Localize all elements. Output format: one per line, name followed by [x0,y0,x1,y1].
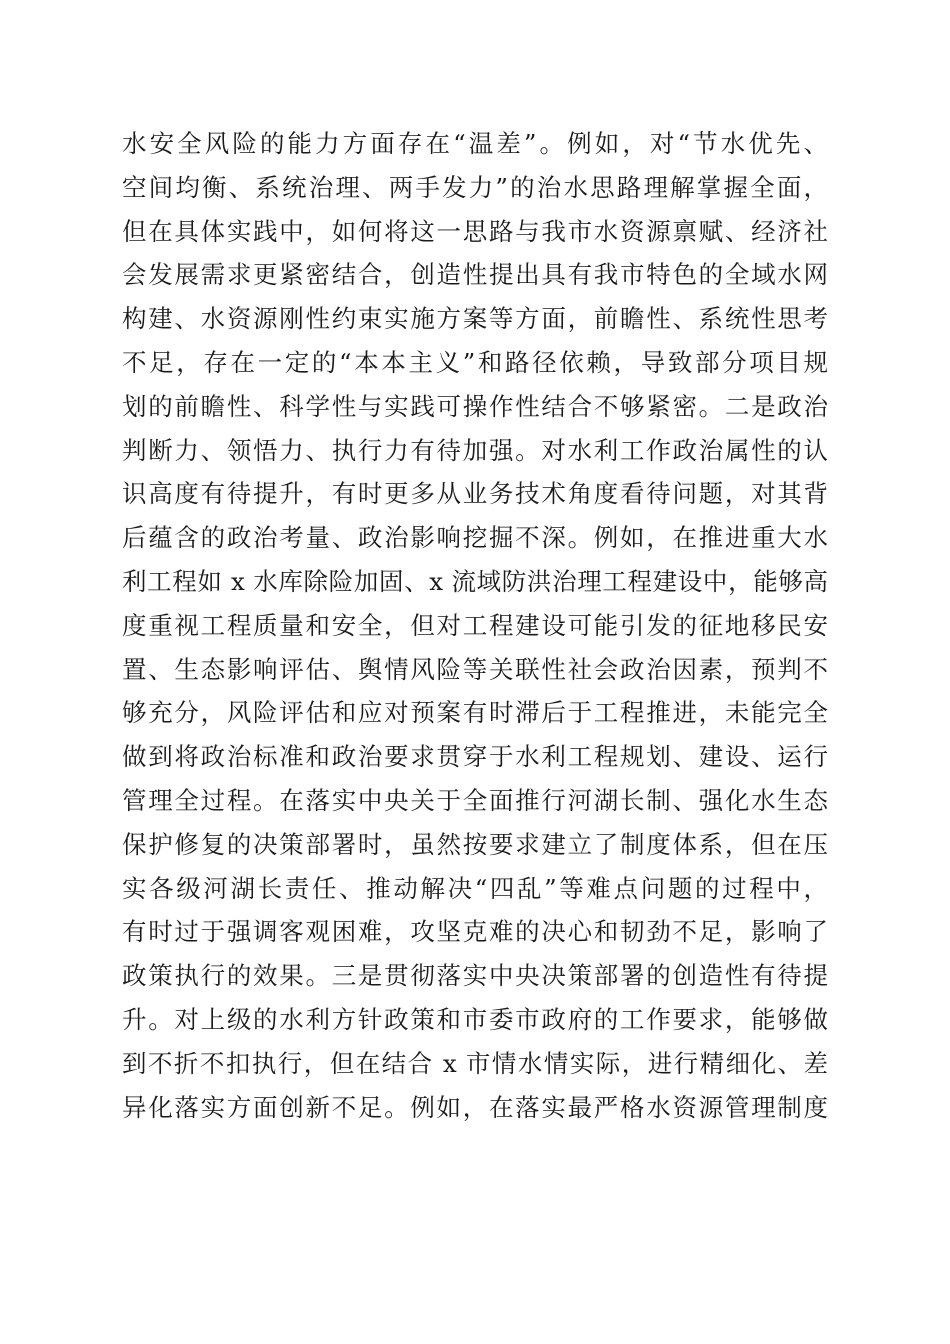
text-line: 构建、水资源刚性约束实施方案等方面，前瞻性、系统性思考 [122,304,828,334]
text-line: 利工程如 x 水库除险加固、x 流域防洪治理工程建设中，能够高 [122,566,828,596]
text-line: 保护修复的决策部署时，虽然按要求建立了制度体系，但在压 [122,829,828,859]
text-line: 判断力、领悟力、执行力有待加强。对水利工作政治属性的认 [122,435,828,465]
text-line: 水安全风险的能力方面存在“温差”。例如，对“节水优先、 [122,129,828,158]
text-line: 后蕴含的政治考量、政治影响挖掘不深。例如，在推进重大水 [122,523,828,553]
text-line: 空间均衡、系统治理、两手发力”的治水思路理解掌握全面， [122,172,828,202]
text-line: 识高度有待提升，有时更多从业务技术角度看待问题，对其背 [122,479,828,509]
text-line: 管理全过程。在落实中央关于全面推行河湖长制、强化水生态 [122,785,828,815]
text-line: 升。对上级的水利方针政策和市委市政府的工作要求，能够做 [122,1004,828,1034]
text-line: 异化落实方面创新不足。例如，在落实最严格水资源管理制度 [122,1092,828,1122]
text-line: 会发展需求更紧密结合，创造性提出具有我市特色的全域水网 [122,260,828,290]
text-line: 但在具体实践中，如何将这一思路与我市水资源禀赋、经济社 [122,216,828,246]
text-line: 置、生态影响评估、舆情风险等关联性社会政治因素，预判不 [122,654,828,684]
text-line: 实各级河湖长责任、推动解决“四乱”等难点问题的过程中， [122,873,828,903]
text-line: 到不折不扣执行，但在结合 x 市情水情实际，进行精细化、差 [122,1048,828,1078]
text-line: 划的前瞻性、科学性与实践可操作性结合不够紧密。二是政治 [122,391,828,421]
text-line: 有时过于强调客观困难，攻坚克难的决心和韧劲不足，影响了 [122,917,828,947]
text-line: 不足，存在一定的“本本主义”和路径依赖，导致部分项目规 [122,347,828,377]
text-line: 做到将政治标准和政治要求贯穿于水利工程规划、建设、运行 [122,742,828,772]
text-line: 度重视工程质量和安全，但对工程建设可能引发的征地移民安 [122,610,828,640]
text-line: 够充分，风险评估和应对预案有时滞后于工程推进，未能完全 [122,698,828,728]
body-text [122,122,828,1129]
text-line: 政策执行的效果。三是贯彻落实中央决策部署的创造性有待提 [122,961,828,991]
